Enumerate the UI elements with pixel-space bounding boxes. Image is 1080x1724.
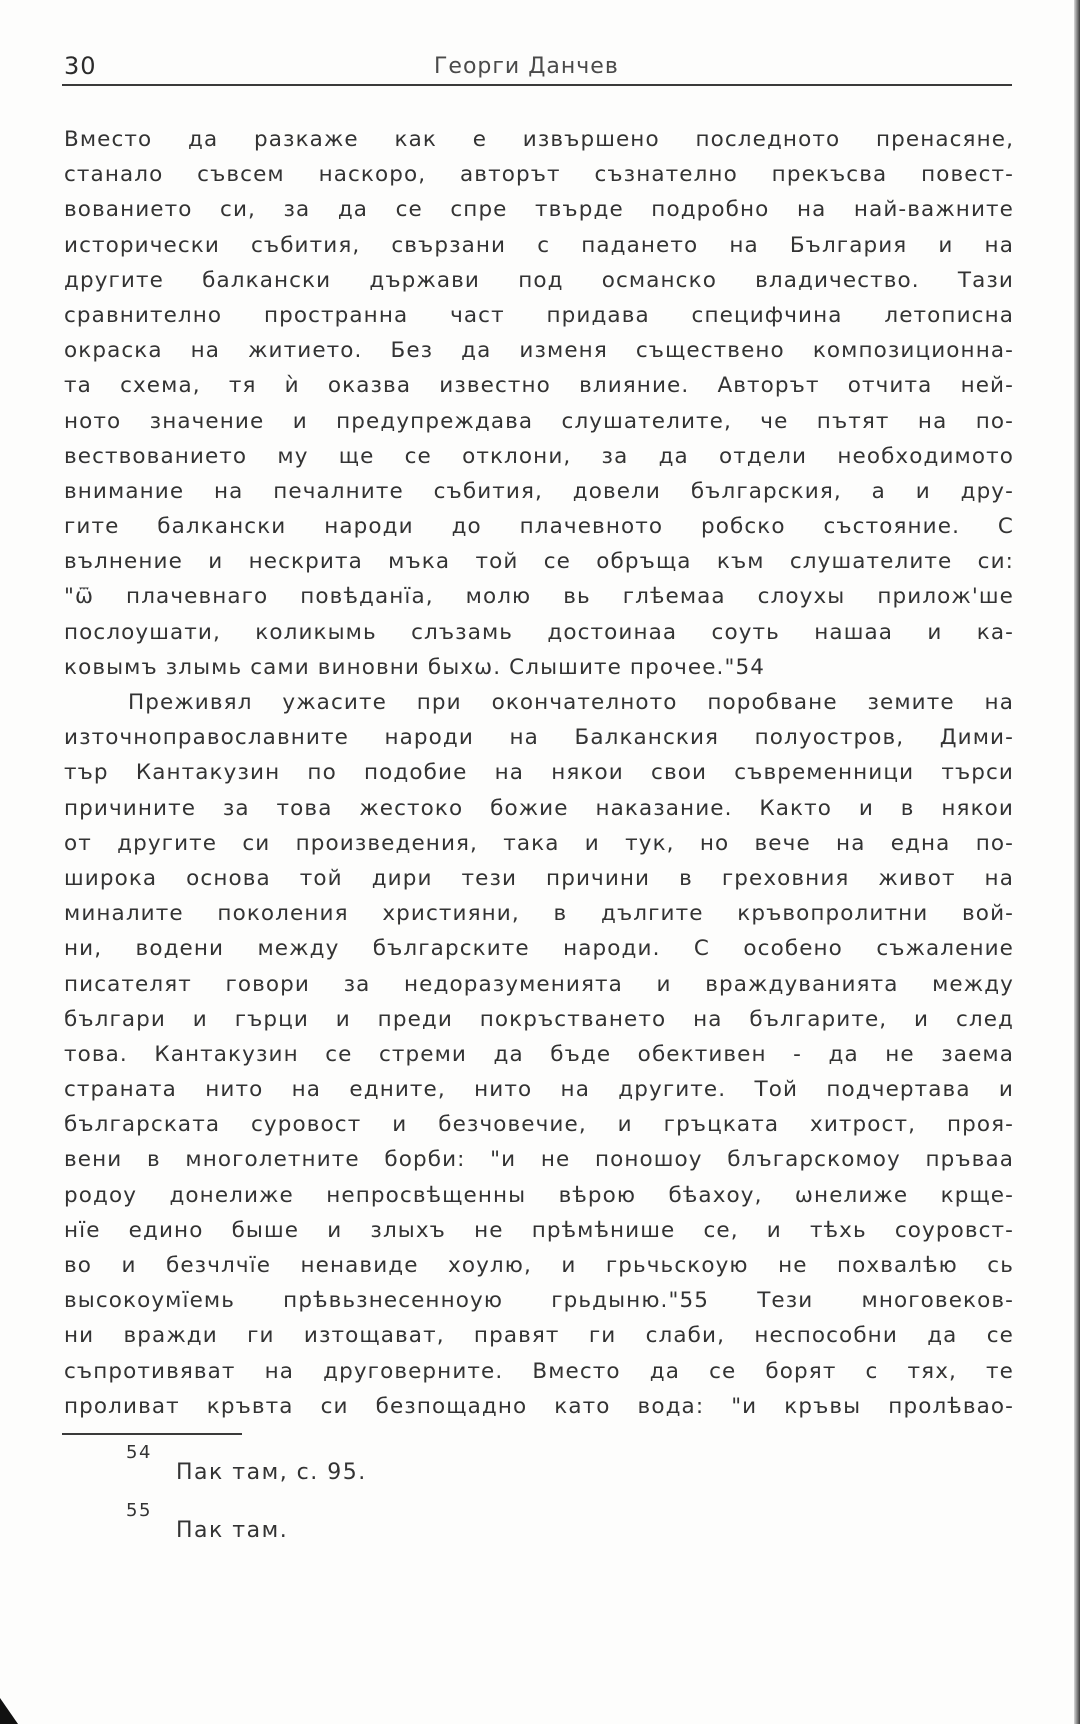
text-line: източноправославните народи на Балканския полуостров, Дими- xyxy=(64,725,1014,751)
text-line: Вместо да разкаже как е извършено последното пренасяне, xyxy=(64,127,1014,152)
text-line: българската суровост и безчовечие, и гръцката хитрост, проя- xyxy=(64,1112,1014,1138)
text-line: причините за това жестоко божие наказание. Както и в някои xyxy=(64,795,1014,821)
text-line: ковымъ злымь сами виновни быхѡ. Слышите прочее."54 xyxy=(64,654,766,680)
text-line: вованието си, за да се спре твърде подробно на най-важните xyxy=(64,197,1014,223)
text-line: гите балкански народи до плачевното робско състояние. С xyxy=(64,514,1014,540)
text-line: исторически събития, свързани с падането на България и на xyxy=(64,232,1014,258)
text-line: проливат кръвта си безпощадно като вода: "и кръвы пролѣвао- xyxy=(64,1393,1014,1419)
footnote-text: Пак там. xyxy=(176,1518,289,1543)
page-edge-shadow xyxy=(1074,0,1080,1724)
text-line: писателят говори за недоразуменията и враждуванията между xyxy=(64,971,1014,997)
text-line: вълнение и нескрита мъка той се обръща към слушателите си: xyxy=(64,549,1014,575)
text-line: ни, водени между българските народи. С особено съжаление xyxy=(64,936,1014,962)
text-line: сравнително пространна част придава специфчина летописна xyxy=(64,302,1014,328)
footnote-text: Пак там, с. 95. xyxy=(176,1460,367,1485)
text-line: миналите поколения християни, в дългите кръвопролитни вой- xyxy=(64,901,1014,927)
corner-shadow xyxy=(0,1698,18,1724)
text-line: вествованието му ще се отклони, за да отдели необходимото xyxy=(64,443,1014,469)
footnote-rule xyxy=(62,1433,242,1435)
text-line: во и безчлчїе ненавиде хоулю, и грьчьскоую не похвалѣю сь xyxy=(64,1253,1014,1278)
text-line: та схема, тя ѝ оказва известно влияние. Авторът отчита ней- xyxy=(64,373,1014,399)
text-line: широка основа той дири тези причини в греховния живот на xyxy=(64,865,1014,891)
footnote xyxy=(126,1442,726,1500)
text-line: българи и гърци и преди покръстването на българите, и след xyxy=(64,1006,1014,1032)
text-line: тър Кантакузин по подобие на някои свои съвременници търси xyxy=(64,760,1014,786)
text-line: станало съвсем наскоро, авторът съзнателно прекъсва повест- xyxy=(64,162,1014,188)
footnote xyxy=(126,1500,726,1558)
text-line: послоушати, коликымь слъзамь достоинаа соуть нашаа и ка- xyxy=(64,619,1014,645)
text-line: "ѿ плачевнаго повѣданїа, молю вь глѣемаа слоухы прилож'ше xyxy=(64,584,1014,610)
text-line: нїе единo быше и злыхъ не прѣмѣнише се, и тѣхь соуровст- xyxy=(64,1217,1014,1243)
text-line: внимание на печалните събития, довели българския, а и дру- xyxy=(64,478,1014,504)
footnote-number: 55 xyxy=(126,1500,152,1521)
text-line: страната нито на едните, нито на другите. Той подчертава и xyxy=(64,1077,1014,1103)
text-line: съпротивяват на друговерните. Вместо да се борят с тях, те xyxy=(64,1358,1014,1384)
text-line: ни вражди ги изтощават, правят ги слаби, неспособни да се xyxy=(64,1323,1014,1349)
text-line: другите балкански държави под османско владичество. Тази xyxy=(64,267,1014,293)
footnotes xyxy=(126,1442,726,1558)
body-text xyxy=(64,122,1014,1424)
text-line: высокоумїемь прѣвьзнесенноую грьдыню."55 Тези многовеков- xyxy=(64,1288,1014,1314)
header-rule xyxy=(62,84,1012,86)
text-line: вени в многолетните борби: "и не поношоу блъгарскомоу пръваа xyxy=(64,1147,1014,1173)
text-line: родоу донелиже непросвѣщенны вѣрою бѣахоу, ѡнелиже крще- xyxy=(64,1182,1014,1208)
text-line: от другите си произведения, така и тук, но вече на една по- xyxy=(64,830,1014,856)
running-head: Георги Данчев xyxy=(434,54,619,79)
text-line: Преживял ужасите при окончателното поробване земите на xyxy=(128,690,1014,715)
page-header xyxy=(64,50,1012,86)
footnote-number: 54 xyxy=(126,1442,152,1463)
text-line: окраска на житието. Без да изменя съществено композиционна- xyxy=(64,338,1014,364)
page-number: 30 xyxy=(64,52,97,80)
text-line: ното значение и предупреждава слушателите, че пътят на по- xyxy=(64,408,1014,434)
text-line: това. Кантакузин се стреми да бъде обективен - да не заема xyxy=(64,1041,1014,1067)
